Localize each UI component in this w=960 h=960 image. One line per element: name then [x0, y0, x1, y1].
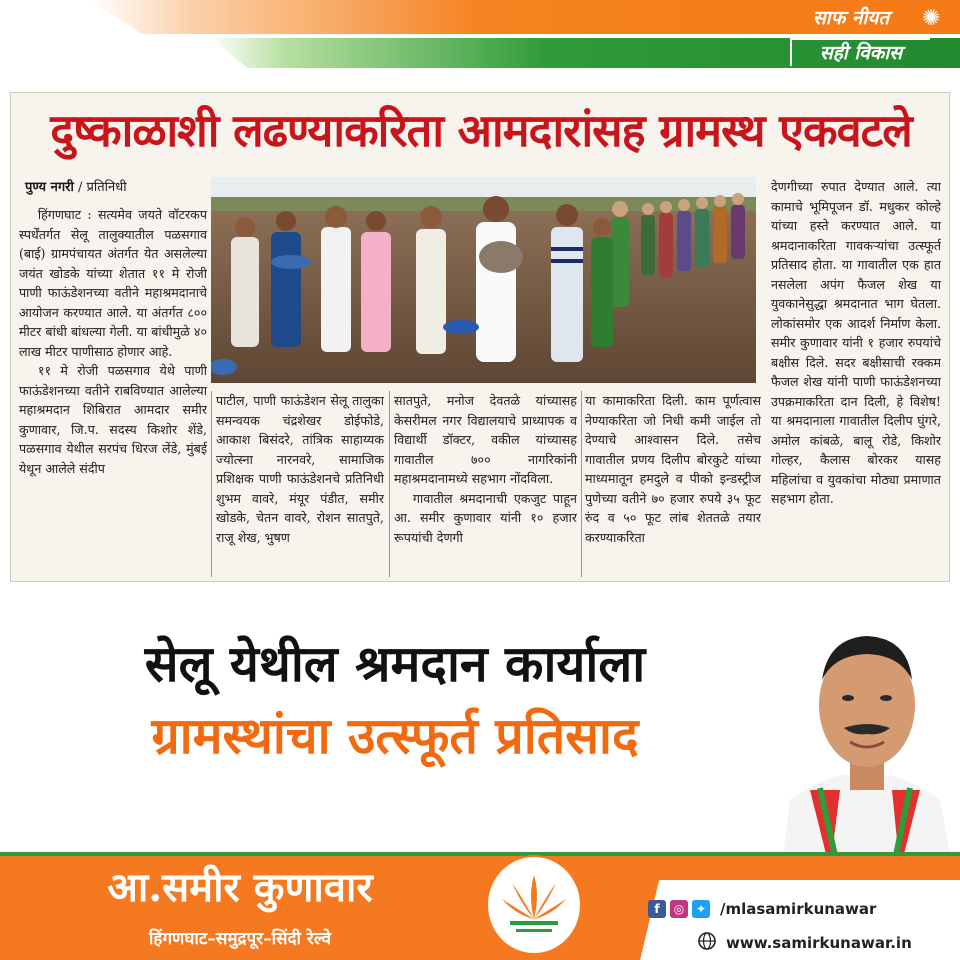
column-1-paragraph-2: ११ मे रोजी पळसगाव येथे पाणी फाऊंडेशनच्या वतीने राबविण्यात आलेल्या महाश्रमदान शिबिरात आमदार समीर कुणावार, जि.प. सदस्य किशोर शेंडे, पळसगाव येथील सरपंच धिरज लेंडे, मुंबई येथून आलेले संदीप [19, 363, 207, 476]
mla-name: आ.समीर कुणावार [107, 864, 373, 911]
politician-portrait [770, 610, 960, 880]
social-handle[interactable]: /mlasamirkunawar [720, 900, 877, 918]
lotus-logo [486, 855, 582, 955]
social-links [648, 900, 876, 918]
article-column-3 [394, 391, 577, 577]
column-divider [211, 391, 212, 577]
source-name: पुण्य नगरी [25, 180, 74, 195]
article-column-1 [19, 205, 207, 577]
newspaper-clipping [10, 92, 950, 582]
column-5-text: देणगीच्या रुपात देण्यात आले. त्या कामाचे भूमिपूजन डॉ. मधुकर कोल्हे यांच्या हस्ते करण्यात आले. या श्रमदानाकरिता गावकऱ्यांचा उत्स्फूर्त प्रतिसाद होता. या गावातील एक हात नसलेला अपंग फैजल शेख या युवकानेसुद्धा श्रमदानात भाग घेतला. लोकांसमोर एक आदर्श निर्माण केला. समीर कुणावार यांनी १ हजार रुपयांचे बक्षीस दिले. सदर बक्षीसाची रक्कम फैजल शेख यांनी पाणी फाऊंडेशनच्या उपक्रमाकरिता दान दिली, हे विशेष! या श्रमदानाला गावातील दिलीप घुंगरे, अमोल कांबळे, बालू रोडे, किशोर गोल्हर, कैलास बोरकर यासह महिलांचा व युवकांचा मोठ्या प्रमाणात सहभाग होता. [771, 179, 941, 506]
article-column-5 [771, 177, 941, 577]
column-3-paragraph-1: सातपुते, मनोज देवतळे यांच्यासह केसरीमल नगर विद्यालयाचे प्राध्यापक व विद्यार्थी डॉक्टर, वकील यांच्यासह गावातील ७०० नागरिकांनी महाश्रमदानामध्ये सहभाग नोंदविला. [394, 393, 577, 486]
article-column-4 [585, 391, 761, 577]
column-1-paragraph-1: हिंगणघाट : सत्यमेव जयते वॉटरकप स्पर्धेंतर्गत सेलू तालुक्यातील पळसगाव (बाई) ग्रामपंचायत अंतर्गत येत असलेल्या जयंत खोडके यांच्या शेतात ११ मे रोजी पाणी फाऊंडेशनच्या वतीने महाश्रमदानाचे आयोजन करण्यात आले. या अंतर्गत ८०० मीटर बांधी बांधल्या गेली. या बांधीमुळे ४० लाख मीटर पाणीसाठ होणार आहे. [19, 207, 207, 359]
article-headline: दुष्काळाशी लढण्याकरिता आमदारांसह ग्रामस्थ एकवटले [50, 104, 912, 157]
slogan-line-1: साफ नीयत [812, 7, 890, 29]
constituency: हिंगणघाट–समुद्रपूर–सिंदी रेल्वे [149, 929, 331, 949]
column-divider [581, 391, 582, 577]
column-4-text: या कामाकरिता दिली. काम पूर्णत्वास नेण्याकरिता जो निधी कमी जाईल तो देण्याचे आश्वासन दिले. तसेच गावातील प्रणय दिलीप बोरकुटे यांच्या माध्यमातून हमदुले व पीको इन्डस्ट्रीज पुणेच्या वतीने ७० हजार रुपये ३५ फूट रुंद व ५० फूट लांब शेततळे तयार करण्याकरिता [585, 393, 761, 545]
twitter-icon[interactable]: ✦ [692, 900, 710, 918]
byline: पुण्य नगरी / प्रतिनिधी [25, 180, 127, 195]
title-line-2: ग्रामस्थांचा उत्स्फूर्त प्रतिसाद [151, 707, 639, 765]
column-2-text: पाटील, पाणी फाऊंडेशन सेलू तालुका समन्वयक चंद्रशेखर डोईफोडे, आकाश बिसंदरे, तांत्रिक साहाय्यक ज्योत्स्ना नारनवरे, सामाजिक प्रशिक्षक पाणी फाऊंडेशनचे प्रतिनिधी शुभम वावरे, मंयूर पंडीत, समीर खोडके, चेतन वावरे, रोशन सातपुते, राजू शेख, भुषण [216, 393, 384, 545]
globe-icon [698, 932, 716, 954]
news-photo [211, 177, 756, 383]
instagram-icon[interactable]: ◎ [670, 900, 688, 918]
reporter: प्रतिनिधी [86, 180, 127, 195]
facebook-icon[interactable]: f [648, 900, 666, 918]
website-link[interactable]: www.samirkunawar.in [726, 934, 912, 952]
column-3-paragraph-2: गावातील श्रमदानाची एकजुट पाहून आ. समीर कुणावार यांनी १० हजार रूपयांची देणगी [394, 490, 577, 545]
title-line-1: सेलू येथील श्रमदान कार्याला [144, 635, 646, 693]
column-divider [389, 391, 390, 577]
article-column-2 [216, 391, 384, 577]
footer-green-stripe [0, 852, 960, 856]
website-row [698, 932, 912, 954]
swirl-ornament-icon: ✺ [922, 6, 941, 31]
slogan-line-2: सही विकास [790, 38, 930, 66]
